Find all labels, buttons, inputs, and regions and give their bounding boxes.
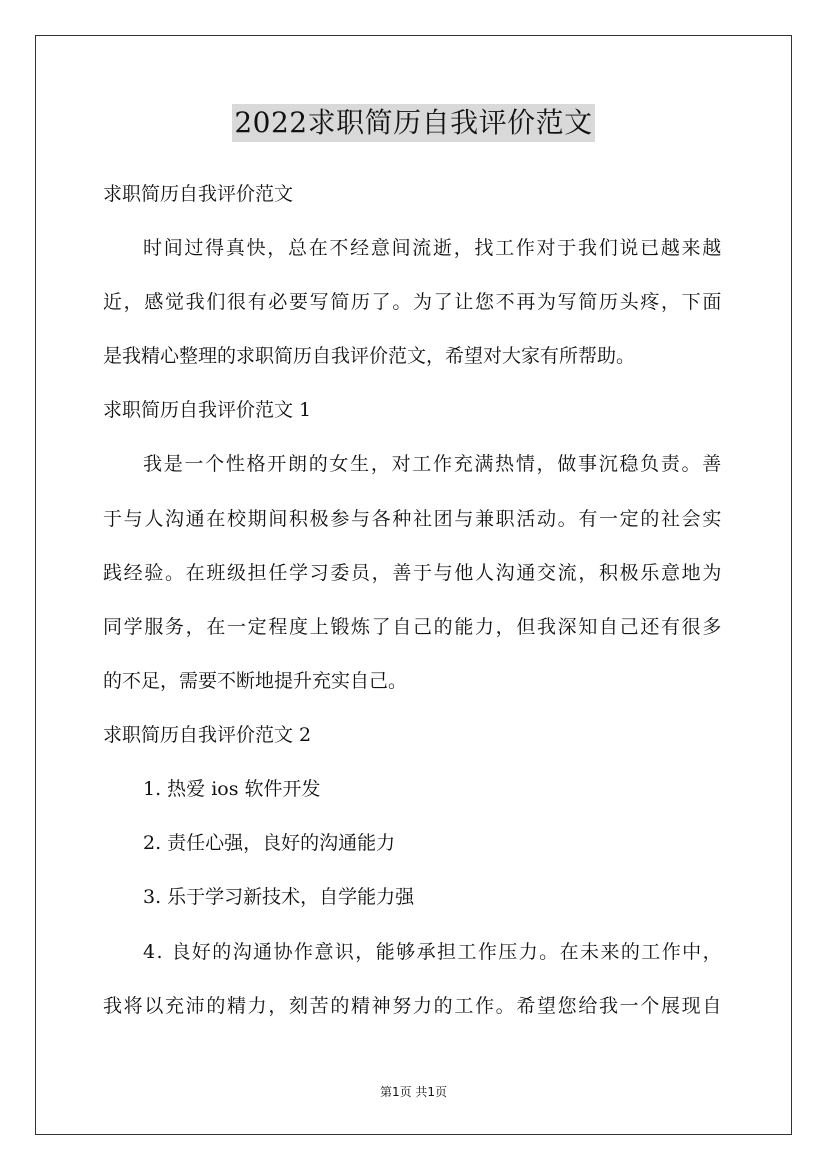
paragraph-1-line: 我是一个性格开朗的女生，对工作充满热情，做事沉稳负责。善	[143, 453, 723, 475]
list-item-1: 1. 热爱 ios 软件开发	[143, 778, 321, 800]
section-heading: 求职简历自我评价范文	[103, 183, 294, 205]
paragraph-1-line: 的不足，需要不断地提升充实自己。	[103, 670, 408, 692]
list-item-2: 2. 责任心强，良好的沟通能力	[143, 832, 396, 854]
title-container	[0, 104, 827, 142]
list-item-3: 3. 乐于学习新技术，自学能力强	[143, 886, 415, 908]
intro-paragraph-line: 近，感觉我们很有必要写简历了。为了让您不再为写简历头疼，下面	[103, 291, 723, 313]
document-title: 2022求职简历自我评价范文	[232, 104, 594, 142]
paragraph-1-line: 践经验。在班级担任学习委员，善于与他人沟通交流，积极乐意地为	[103, 562, 723, 584]
paragraph-1-line: 于与人沟通在校期间积极参与各种社团与兼职活动。有一定的社会实	[103, 508, 723, 530]
paragraph-1-line: 同学服务，在一定程度上锻炼了自己的能力，但我深知自己还有很多	[103, 616, 723, 638]
section-heading-1: 求职简历自我评价范文 1	[103, 399, 312, 421]
intro-paragraph-line: 时间过得真快，总在不经意间流逝，找工作对于我们说已越来越	[143, 237, 723, 259]
page-footer: 第1页 共1页	[379, 1085, 448, 1099]
section-heading-2: 求职简历自我评价范文 2	[103, 724, 312, 746]
list-item-4: 4. 良好的沟通协作意识，能够承担工作压力。在未来的工作中，	[143, 941, 723, 963]
list-item-4-continued: 我将以充沛的精力，刻苦的精神努力的工作。希望您给我一个展现自	[103, 995, 723, 1017]
intro-paragraph-line: 是我精心整理的求职简历自我评价范文，希望对大家有所帮助。	[103, 345, 636, 367]
